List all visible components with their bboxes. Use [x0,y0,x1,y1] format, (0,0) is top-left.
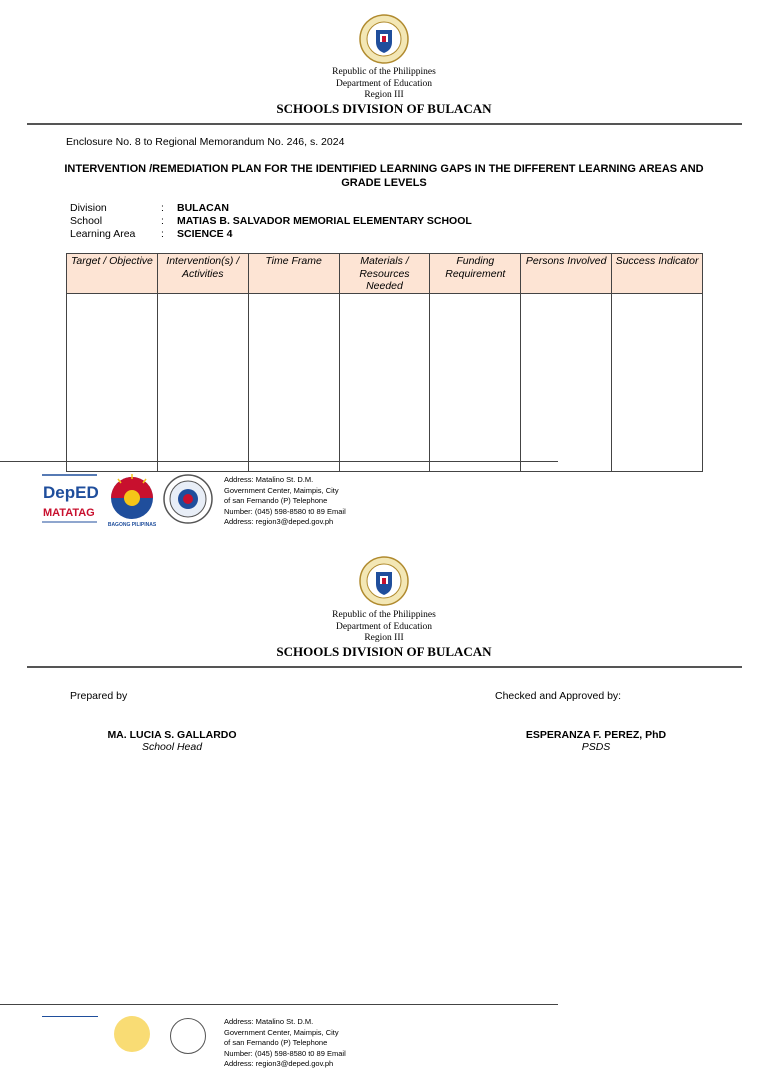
region-seal-icon [163,474,213,524]
bagong-pilipinas-text: BAGONG PILIPINAS [107,522,157,528]
meta-value: SCIENCE 4 [177,228,233,240]
matatag-logo-text: MATATAG [43,507,95,519]
deped-logo-text: DepED [43,483,99,502]
approved-by-label: Checked and Approved by: [495,690,622,702]
header-rule [27,123,742,125]
enclosure-line: Enclosure No. 8 to Regional Memorandum No. 246, s. 2024 [66,136,345,148]
meta-label: Division [70,202,107,214]
region-seal-icon [170,1018,206,1024]
footer-rule [0,1004,558,1005]
table-cell [67,294,158,472]
table-header-row [67,254,703,294]
intervention-plan-table [66,253,703,472]
meta-school [70,215,670,228]
col-interventions: Intervention(s) / Activities [157,254,248,294]
col-persons: Persons Involved [521,254,612,294]
col-funding: Funding Requirement [430,254,521,294]
deped-matatag-logo-icon [42,1016,98,1025]
col-target-objective: Target / Objective [67,254,158,294]
meta-label: School [70,215,103,227]
col-materials: Materials / Resources Needed [339,254,430,294]
meta-value: MATIAS B. SALVADOR MEMORIAL ELEMENTARY SCHOOL [177,215,472,227]
department-line: Department of Education [335,78,433,89]
bagong-pilipinas-logo-icon [114,1016,150,1024]
meta-division [70,202,670,215]
department-line: Department of Education [335,621,433,632]
division-office-title: SCHOOLS DIVISION OF BULACAN [276,101,492,116]
table-cell [521,294,612,472]
division-office-title: SCHOOLS DIVISION OF BULACAN [276,644,492,659]
region-line: Region III [364,90,404,100]
header-rule [27,666,742,668]
col-time-frame: Time Frame [248,254,339,294]
table-cell [157,294,248,472]
col-success-indicator: Success Indicator [612,254,703,294]
deped-seal-icon [359,556,409,606]
deped-seal-icon [359,14,409,64]
table-cell [248,294,339,472]
prepared-by-name: MA. LUCIA S. GALLARDO [107,729,237,741]
prepared-by-role: School Head [141,741,203,753]
meta-value: BULACAN [177,202,229,214]
footer-rule [0,461,558,462]
region-line: Region III [364,633,404,643]
meta-label: Learning Area [70,228,136,240]
plan-title: INTERVENTION /REMEDIATION PLAN FOR THE IDENTIFIED LEARNING GAPS IN THE DIFFERENT LEARNING AREAS AND GRADE LEVELS [64,163,704,189]
table-cell [430,294,521,472]
approved-by-role: PSDS [581,741,611,753]
table-cell [612,294,703,472]
deped-matatag-logo-icon [42,474,98,526]
republic-line: Republic of the Philippines [332,610,436,620]
table-row [67,294,703,472]
bagong-pilipinas-logo-icon [104,472,160,528]
approved-by-name: ESPERANZA F. PEREZ, PhD [525,729,667,741]
republic-line: Republic of the Philippines [332,67,436,77]
table-cell [339,294,430,472]
meta-colon: : [161,202,164,214]
meta-colon: : [161,215,164,227]
footer-address: Address: Matalino St. D.M. Government Center, Maimpis, City of san Fernando (P) Telephone Number: (045) 598-8580 t0 89 Email Address: region3@deped.gov.ph [224,1017,346,1068]
meta-colon: : [161,228,164,240]
prepared-by-label: Prepared by [70,690,128,702]
footer-address: Address: Matalino St. D.M. Government Center, Maimpis, City of san Fernando (P) Telephone Number: (045) 598-8580 t0 89 Email Address: region3@deped.gov.ph [224,475,346,526]
meta-learning-area [70,228,670,241]
